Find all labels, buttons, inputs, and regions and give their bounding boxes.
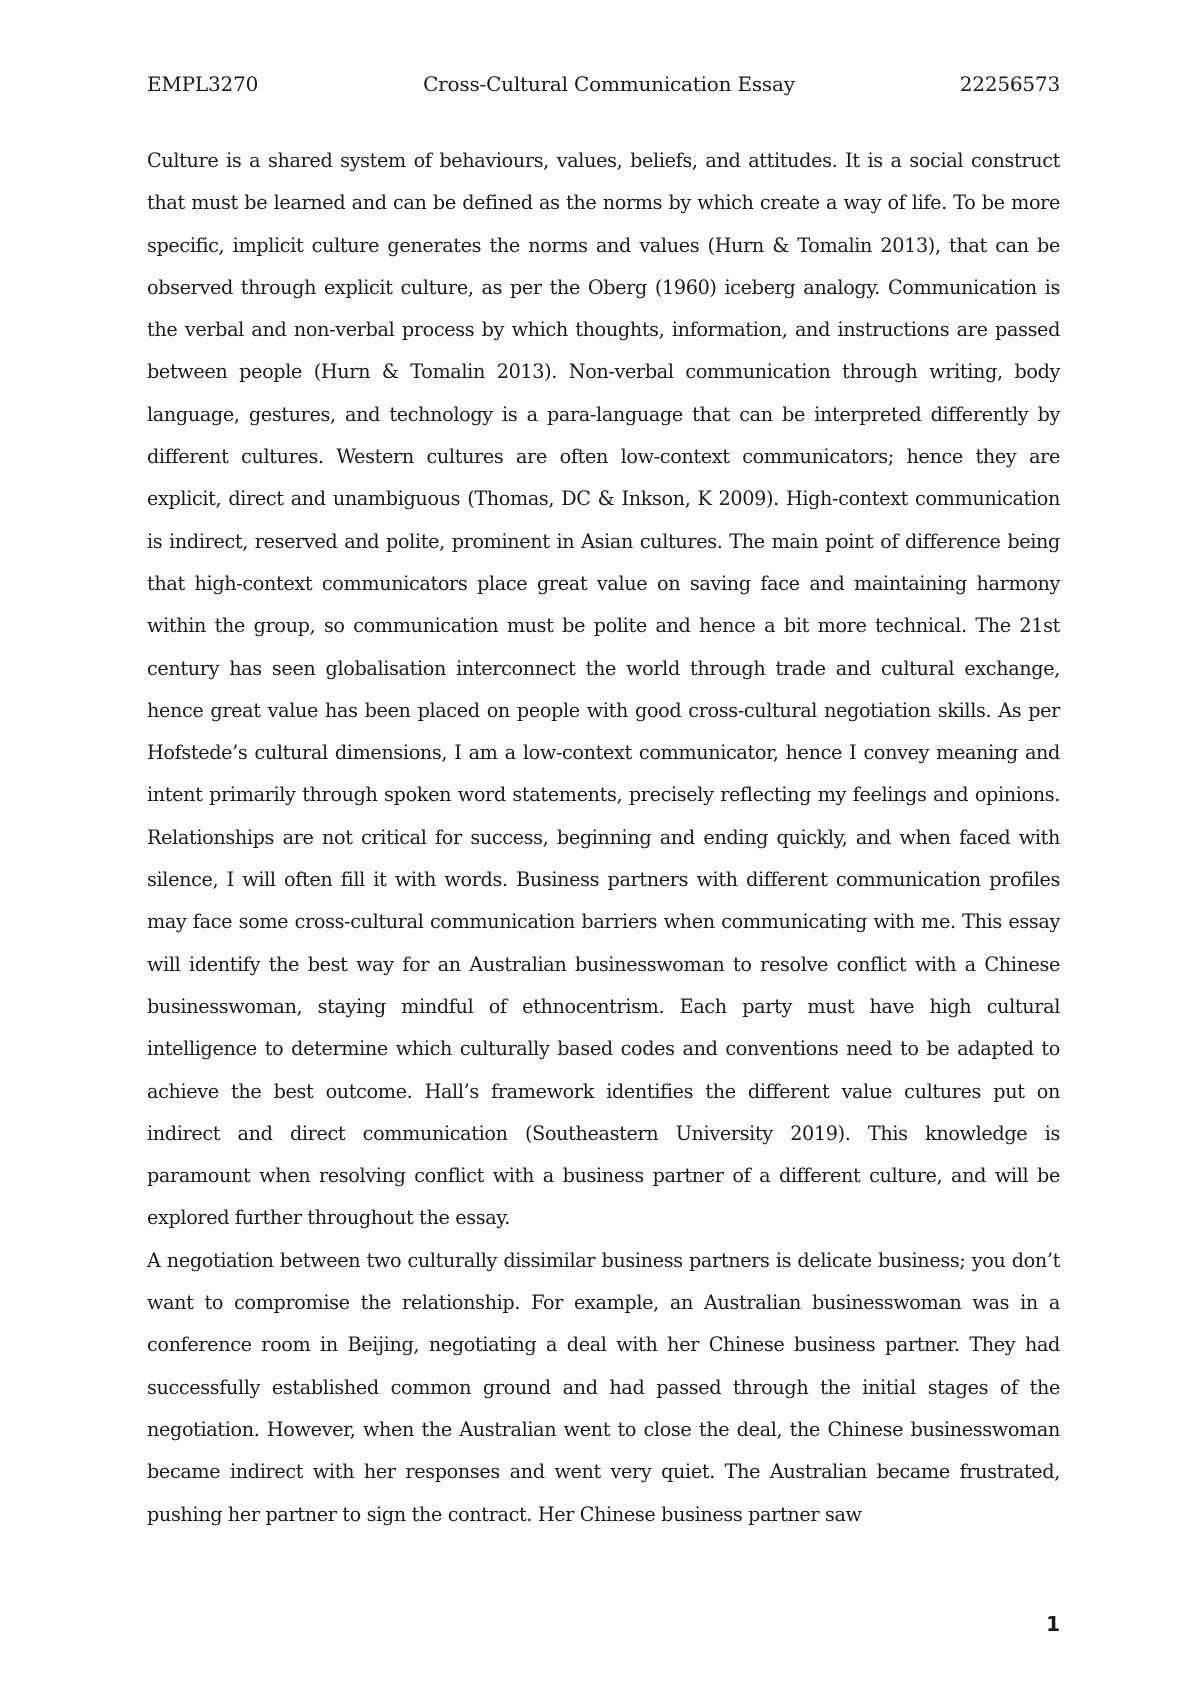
page-number: 1 <box>1046 1612 1060 1636</box>
page-header <box>147 72 1060 96</box>
essay-body <box>147 140 1060 1536</box>
header-course-code: EMPL3270 <box>147 72 259 96</box>
header-essay-title: Cross-Cultural Communication Essay <box>423 72 795 96</box>
paragraph-1: Culture is a shared system of behaviours, values, beliefs, and attitudes. It is a social construct that must be learned and can be defined as the norms by which create a way of life. To be more specific, implicit culture generates the norms and values (Hurn & Tomalin 2013), that can be observed through explicit culture, as per the Oberg (1960) iceberg analogy. Communication is the verbal and non-verbal process by which thoughts, information, and instructions are passed between people (Hurn & Tomalin 2013). Non-verbal communication through writing, body language, gestures, and technology is a para-language that can be interpreted differently by different cultures. Western cultures are often low-context communicators; hence they are explicit, direct and unambiguous (Thomas, DC & Inkson, K 2009). High-context communication is indirect, reserved and polite, prominent in Asian cultures. The main point of difference being that high-context communicators place great value on saving face and maintaining harmony within the group, so communication must be polite and hence a bit more technical. The 21st century has seen globalisation interconnect the world through trade and cultural exchange, hence great value has been placed on people with good cross-cultural negotiation skills. As per Hofstede’s cultural dimensions, I am a low-context communicator, hence I convey meaning and intent primarily through spoken word statements, precisely reflecting my feelings and opinions. Relationships are not critical for success, beginning and ending quickly, and when faced with silence, I will often fill it with words. Business partners with different communication profiles may face some cross-cultural communication barriers when communicating with me. This essay will identify the best way for an Australian businesswoman to resolve conflict with a Chinese businesswoman, staying mindful of ethnocentrism. Each party must have high cultural intelligence to determine which culturally based codes and conventions need to be adapted to achieve the best outcome. Hall’s framework identifies the different value cultures put on indirect and direct communication (Southeastern University 2019). This knowledge is paramount when resolving conflict with a business partner of a different culture, and will be explored further throughout the essay. <box>147 149 1060 1230</box>
header-student-id: 22256573 <box>959 72 1060 96</box>
paragraph-2: A negotiation between two culturally dissimilar business partners is delicate business; you don’t want to compromise the relationship. For example, an Australian businesswoman was in a conference room in Beijing, negotiating a deal with her Chinese business partner. They had successfully established common ground and had passed through the initial stages of the negotiation. However, when the Australian went to close the deal, the Chinese businesswoman became indirect with her responses and went very quiet. The Australian became frustrated, pushing her partner to sign the contract. Her Chinese business partner saw <box>147 1248 1060 1526</box>
